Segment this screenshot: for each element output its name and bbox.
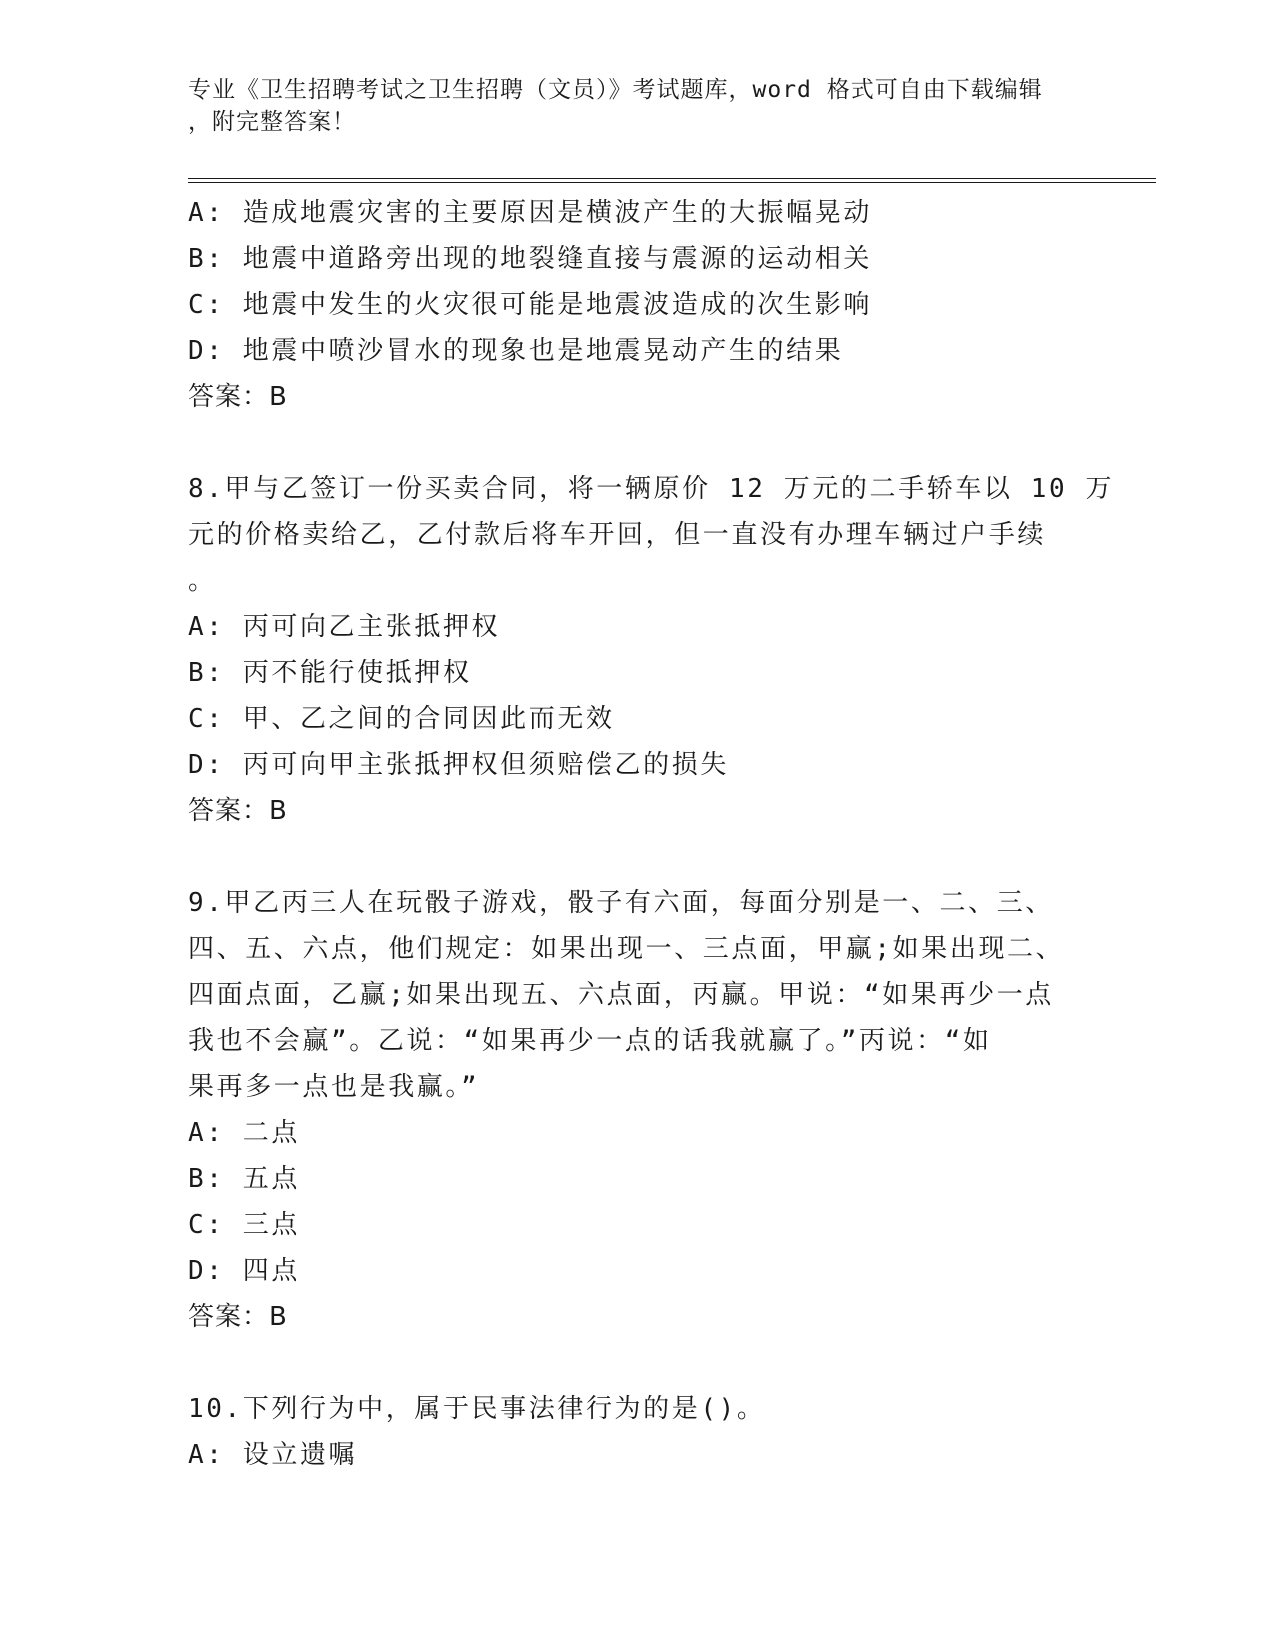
question-stem-line: 9.甲乙丙三人在玩骰子游戏，骰子有六面，每面分别是一、二、三、 [188,888,1054,918]
option-d: D: 地震中喷沙冒水的现象也是地震晃动产生的结果 [188,336,844,366]
question-list [188,190,1115,1478]
option-d: D: 四点 [188,1256,300,1286]
question-stem-line: 果再多一点也是我赢。” [188,1072,480,1102]
option-b: B: 地震中道路旁出现的地裂缝直接与震源的运动相关 [188,244,872,274]
question-stem-line: 。 [188,566,217,596]
question-stem-line: 元的价格卖给乙，乙付款后将车开回，但一直没有办理车辆过户手续 [188,520,1047,550]
header-double-rule [188,178,1156,183]
spacer [188,834,1088,880]
question-stem-line: 8.甲与乙签订一份买卖合同，将一辆原价 12 万元的二手轿车以 10 万 [188,474,1115,504]
question-10 [188,1386,1088,1478]
spacer [188,420,1088,466]
option-a: A: 设立遗嘱 [188,1440,358,1470]
document-header [188,74,1068,138]
header-line-2: ，附完整答案！ [188,109,356,135]
option-b: B: 丙不能行使抵押权 [188,658,472,688]
option-c: C: 三点 [188,1210,300,1240]
question-stem-line: 10.下列行为中，属于民事法律行为的是()。 [188,1394,766,1424]
option-a: A: 丙可向乙主张抵押权 [188,612,501,642]
answer: 答案：B [188,796,288,826]
option-c: C: 地震中发生的火灾很可能是地震波造成的次生影响 [188,290,872,320]
option-d: D: 丙可向甲主张抵押权但须赔偿乙的损失 [188,750,729,780]
question-8 [188,466,1115,834]
option-a: A: 二点 [188,1118,300,1148]
answer: 答案：B [188,1302,288,1332]
question-9 [188,880,1088,1340]
question-stem-line: 我也不会赢”。乙说：“如果再少一点的话我就赢了。”丙说：“如 [188,1026,992,1056]
option-b: B: 五点 [188,1164,300,1194]
spacer [188,1340,1088,1386]
header-line-1: 专业《卫生招聘考试之卫生招聘（文员）》考试题库，word 格式可自由下载编辑 [188,77,1043,103]
question-stem-line: 四面点面，乙赢;如果出现五、六点面，丙赢。甲说：“如果再少一点 [188,980,1054,1010]
question-7 [188,190,1088,420]
option-a: A: 造成地震灾害的主要原因是横波产生的大振幅晃动 [188,198,872,228]
question-stem-line: 四、五、六点，他们规定：如果出现一、三点面，甲赢;如果出现二、 [188,934,1065,964]
answer: 答案：B [188,382,288,412]
option-c: C: 甲、乙之间的合同因此而无效 [188,704,615,734]
